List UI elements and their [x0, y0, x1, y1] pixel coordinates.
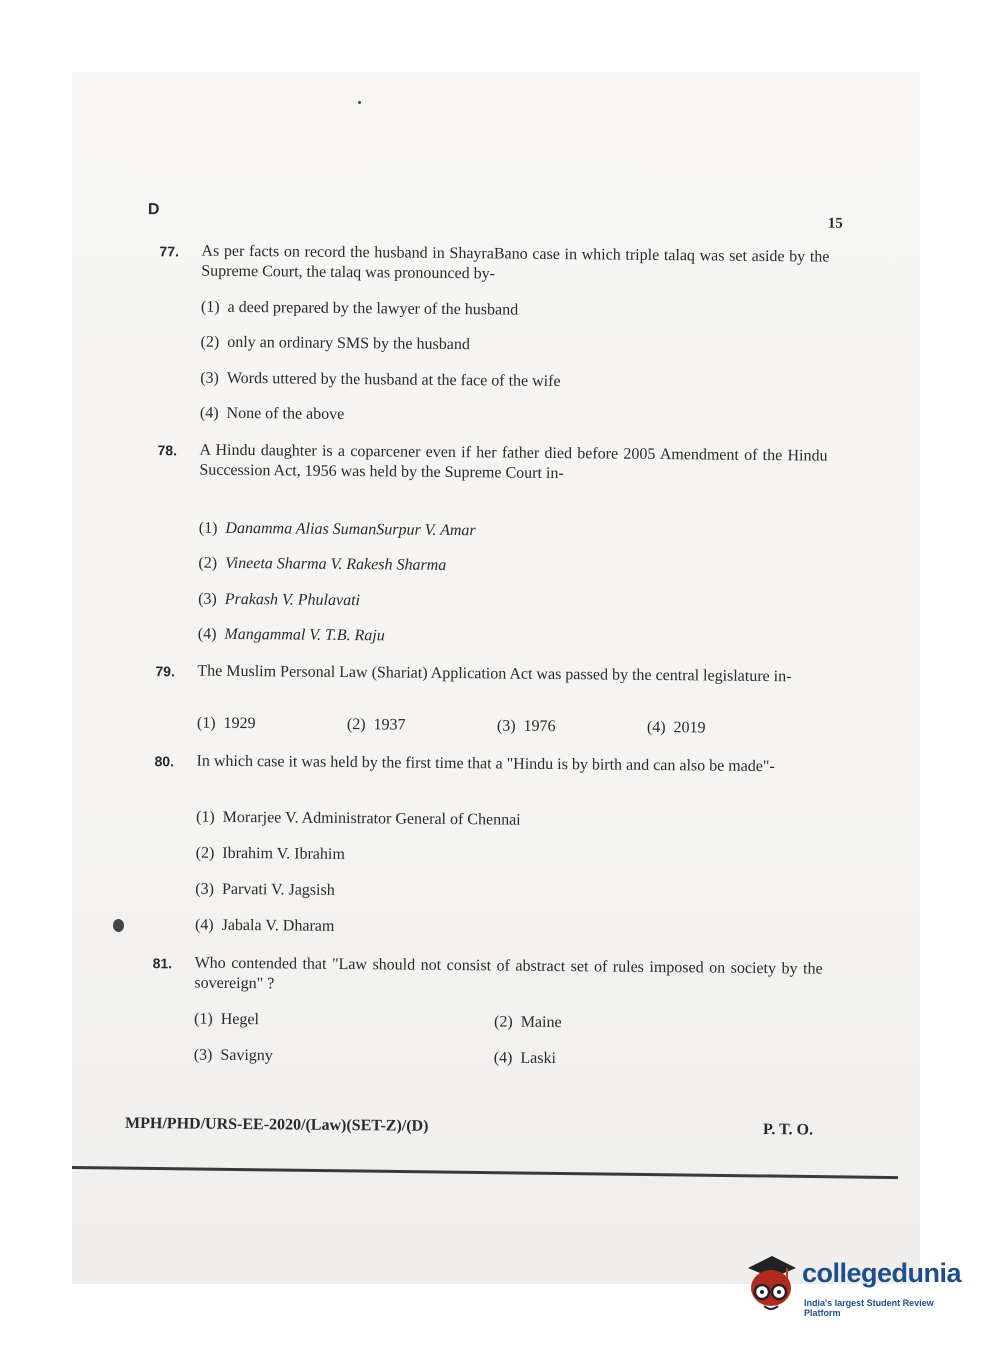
option-3: (3) Prakash V. Phulavati	[198, 590, 361, 610]
paper-code: MPH/PHD/URS-EE-2020/(Law)(SET-Z)/(D)	[125, 1114, 429, 1135]
option-4: (4) 2019	[646, 718, 706, 737]
question-number: 79.	[155, 663, 175, 680]
option-2: (2) only an ordinary SMS by the husband	[200, 333, 470, 354]
option-1: (1) 1929	[196, 714, 256, 733]
question-number: 78.	[157, 442, 178, 459]
brand-name: collegedunia	[802, 1258, 962, 1288]
option-1: (1) Hegel	[194, 1010, 260, 1029]
question-number: 81.	[152, 955, 173, 972]
option-3: (3) Words uttered by the husband at the face of the wife	[200, 369, 561, 391]
option-2: (2) 1937	[346, 716, 406, 734]
question-number: 77.	[159, 243, 180, 260]
pto-label: P. T. O.	[762, 1121, 814, 1139]
question-number: 80.	[154, 753, 175, 770]
question-text: Who contended that "Law should not consist of abstract set of rules imposed on society by the sovereign" ?	[194, 954, 823, 993]
option-2: (2) Maine	[493, 1013, 562, 1032]
question-text: As per facts on record the husband in ShayraBano case in which triple talaq was set aside by the Supreme Court, the talaq was pronounced by-	[201, 242, 830, 283]
option-3: (3) Savigny	[193, 1046, 273, 1065]
option-4: (4) None of the above	[199, 404, 345, 423]
option-2: (2) Ibrahim V. Ibrahim	[195, 844, 345, 863]
set-letter: D	[147, 201, 160, 219]
ink-blot	[113, 919, 124, 932]
collegedunia-mascot-icon	[742, 1254, 800, 1316]
option-3: (3) 1976	[496, 717, 556, 736]
brand-tagline: India's largest Student Review Platform	[804, 1298, 934, 1318]
option-1: (1) Danamma Alias SumanSurpur V. Amar	[198, 519, 476, 540]
question-text: The Muslim Personal Law (Shariat) Application Act was passed by the central legislature in-	[197, 662, 792, 686]
option-4: (4) Mangammal V. T.B. Raju	[197, 625, 385, 645]
option-4: (4) Jabala V. Dharam	[194, 916, 335, 935]
option-1: (1) Morarjee V. Administrator General of Chennai	[195, 808, 521, 829]
option-2: (2) Vineeta Sharma V. Rakesh Sharma	[198, 554, 447, 574]
option-3: (3) Parvati V. Jagsish	[195, 880, 335, 899]
question-text: A Hindu daughter is a coparcener even if her father died before 2005 Amendment of the Hindu Succession Act, 1956 was held by the Supreme Court in-	[199, 441, 828, 483]
question-text: In which case it was held by the first time that a "Hindu is by birth and can also be made"-	[196, 752, 775, 776]
option-1: (1) a deed prepared by the lawyer of the husband	[200, 298, 519, 319]
ink-speck	[358, 101, 361, 104]
page-number: 15	[827, 215, 843, 232]
collegedunia-watermark	[742, 1252, 972, 1324]
option-4: (4) Laski	[493, 1049, 557, 1068]
